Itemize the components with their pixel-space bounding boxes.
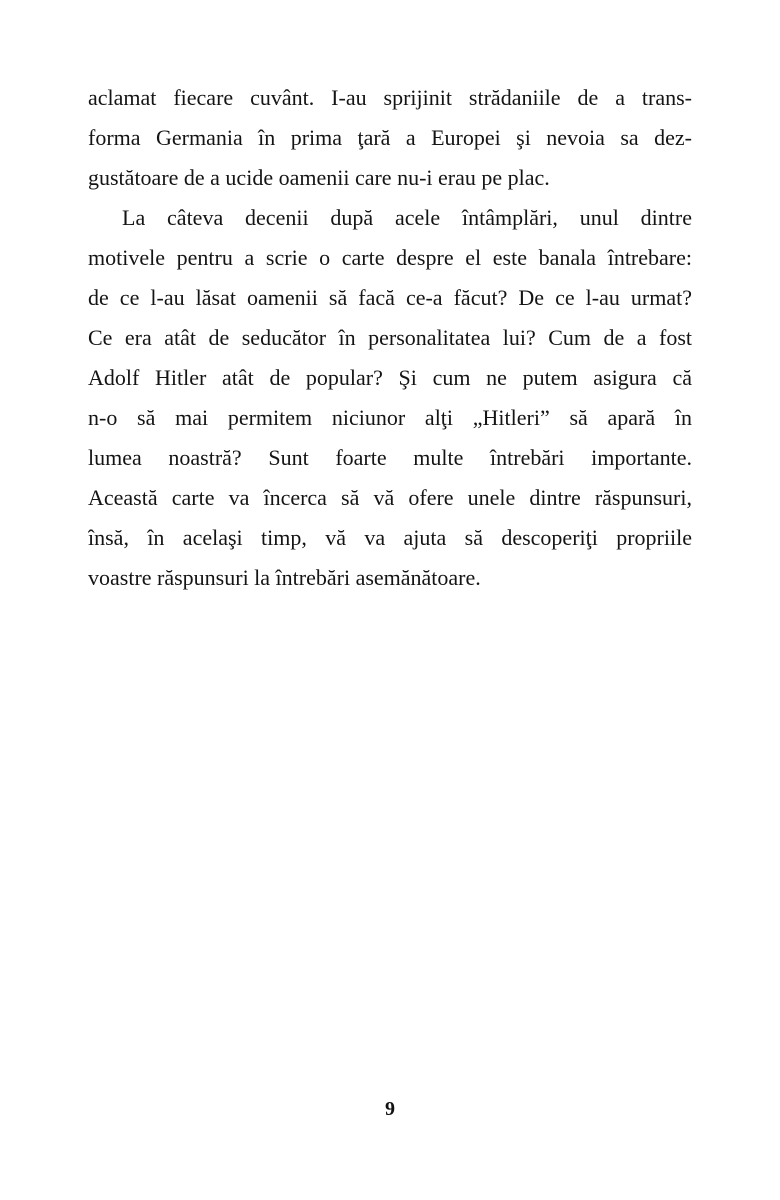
text-line: voastre răspunsuri la întrebări asemănătoare. [88,565,481,590]
text-line: n-o să mai permitem niciunor alţi „Hitleri” să apară în [88,405,692,430]
text-line: de ce l-au lăsat oamenii să facă ce-a făcut? De ce l-au urmat? [88,285,692,310]
text-line: însă, în acelaşi timp, vă va ajuta să descoperiţi propriile [88,525,692,550]
paragraph [88,198,692,598]
text-line: forma Germania în prima ţară a Europei şi nevoia sa dez- [88,125,692,150]
text-line: La câteva decenii după acele întâmplări, unul dintre [122,205,692,230]
paragraph [88,78,692,198]
page-number: 9 [385,1098,395,1120]
text-line: Ce era atât de seducător în personalitatea lui? Cum de a fost [88,325,692,350]
text-line: aclamat fiecare cuvânt. I-au sprijinit strădaniile de a trans- [88,85,692,110]
body-text [88,78,692,598]
text-line: lumea noastră? Sunt foarte multe întrebări importante. [88,445,692,470]
text-line: Această carte va încerca să vă ofere unele dintre răspunsuri, [88,485,692,510]
text-line: motivele pentru a scrie o carte despre el este banala întrebare: [88,245,692,270]
text-line: Adolf Hitler atât de popular? Şi cum ne putem asigura că [88,365,692,390]
text-line: gustătoare de a ucide oamenii care nu-i erau pe plac. [88,165,550,190]
